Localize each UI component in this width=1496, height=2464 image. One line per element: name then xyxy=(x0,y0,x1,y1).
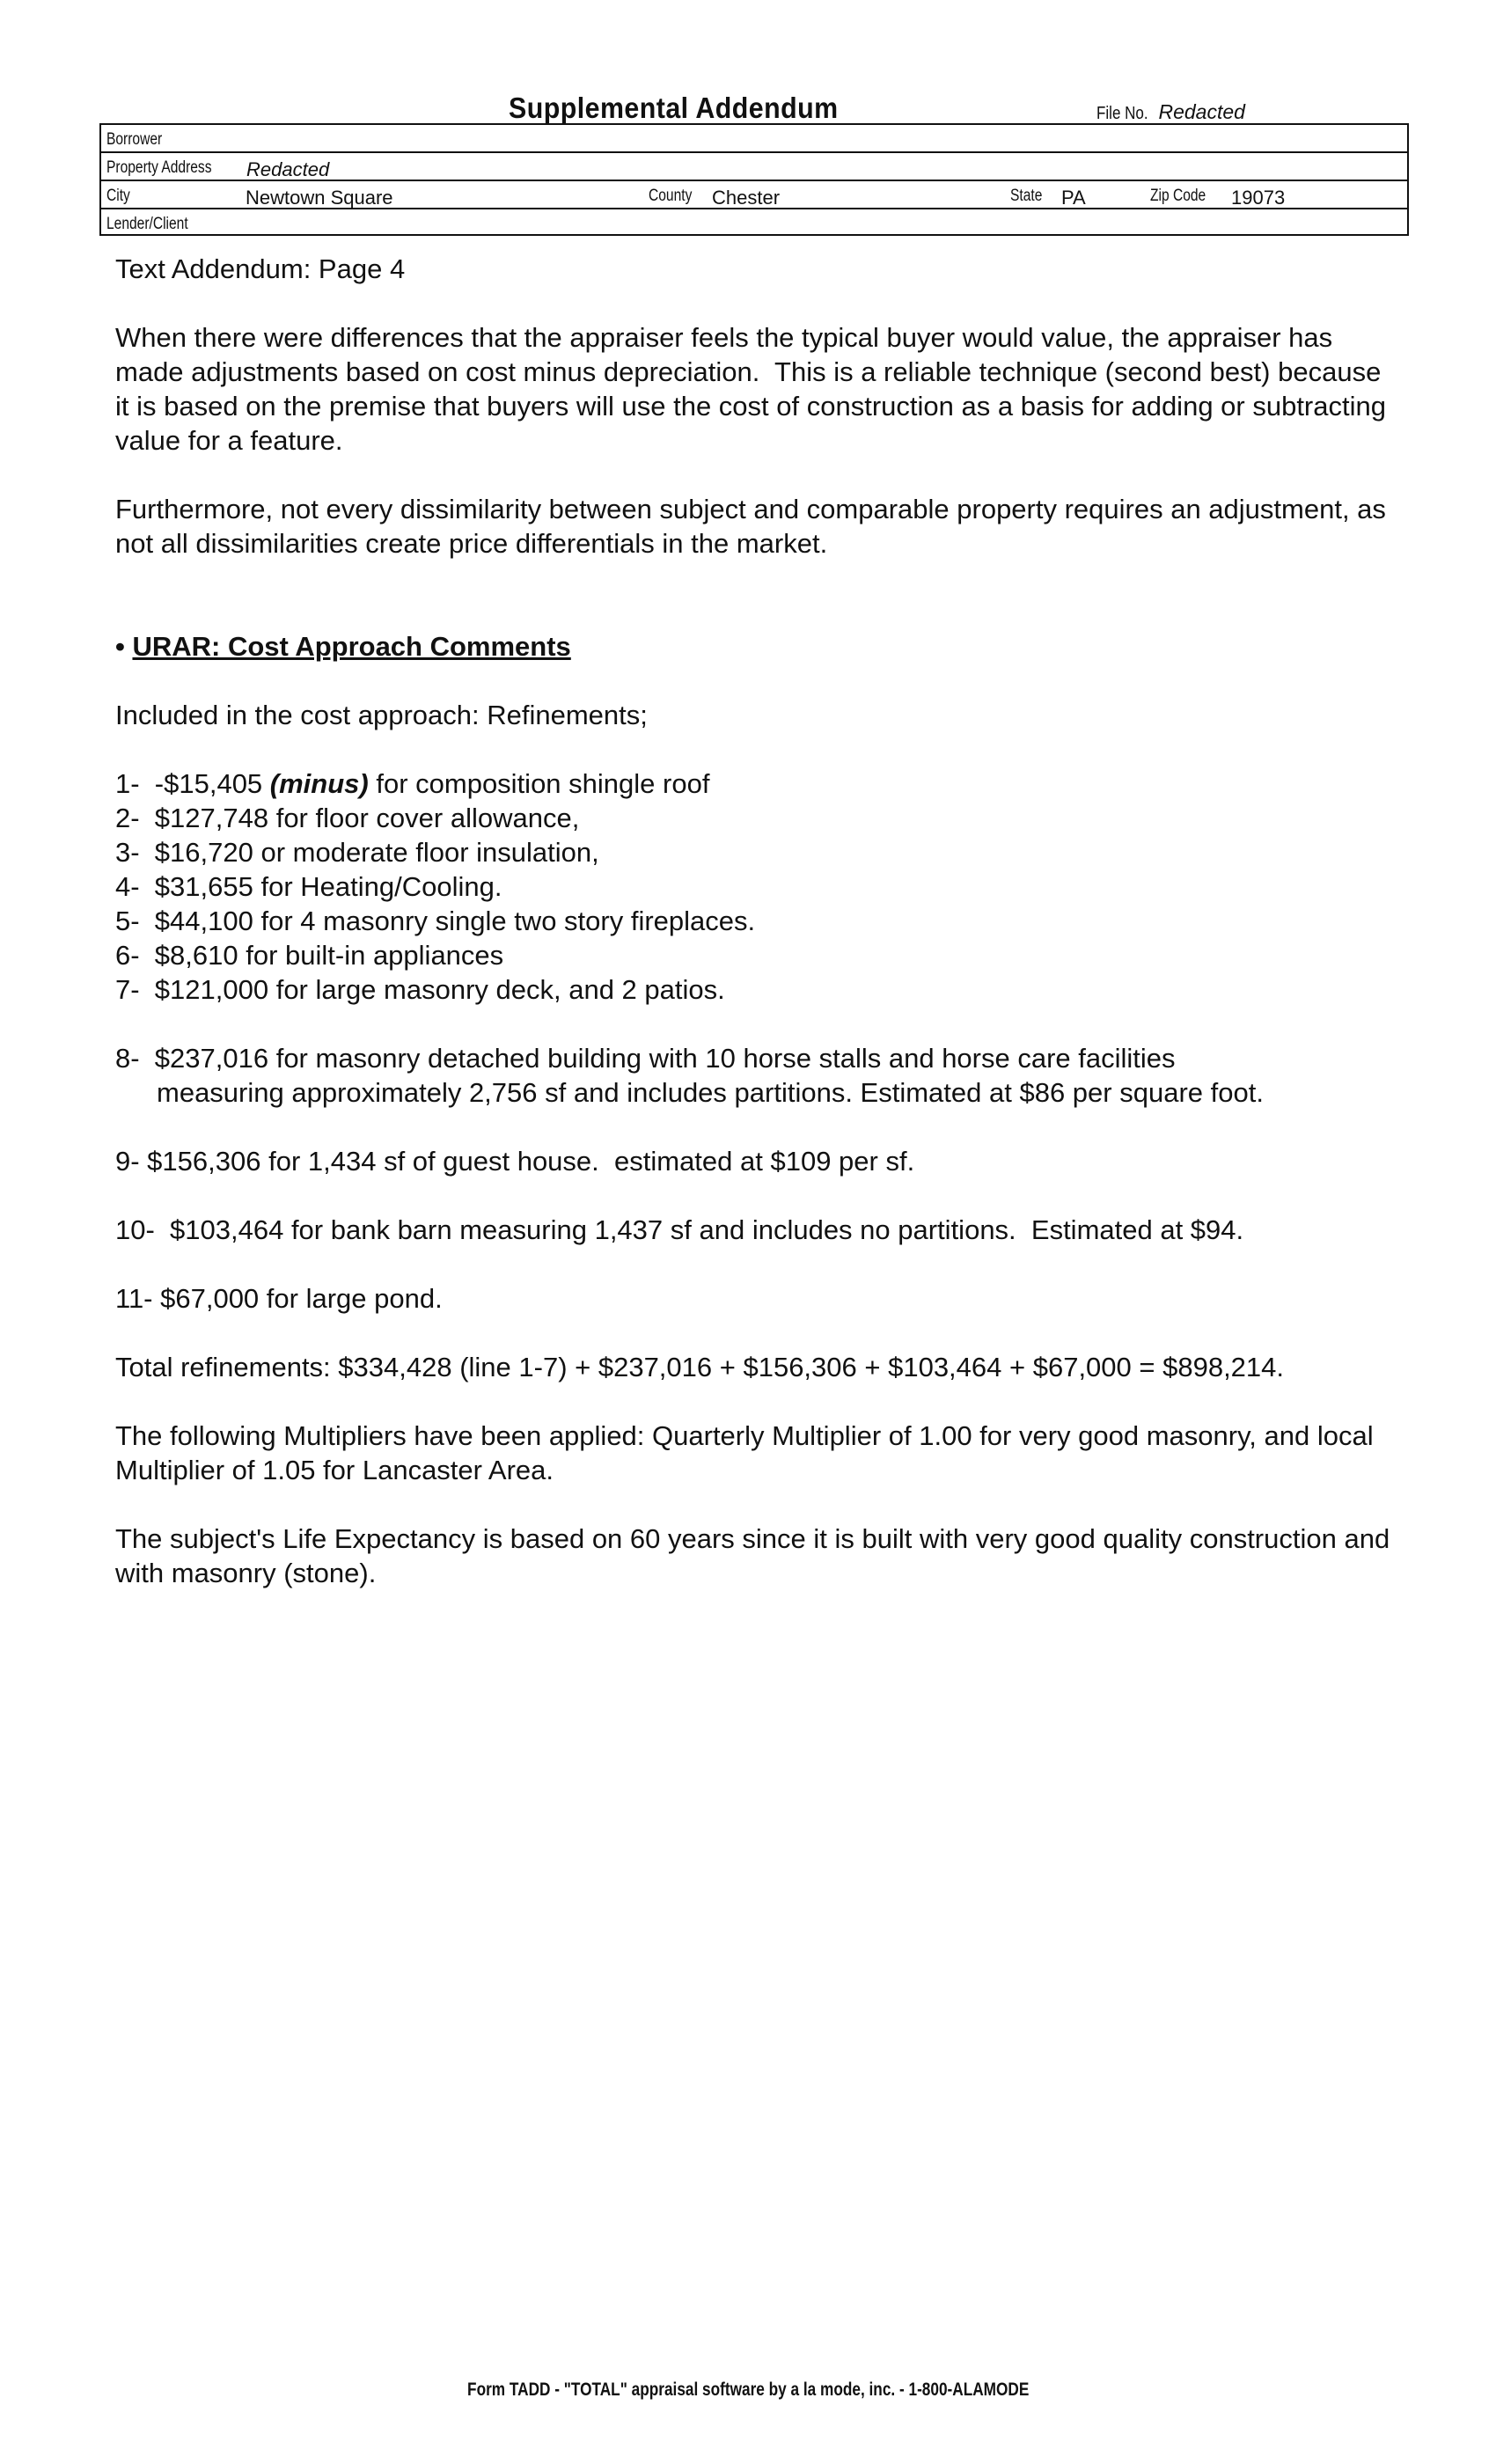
addendum-body xyxy=(115,252,1400,1624)
list-item: 3- $16,720 or moderate floor insulation, xyxy=(115,837,599,868)
bullet: • xyxy=(115,631,133,662)
file-number-value: Redacted xyxy=(1158,100,1245,123)
lender-client-row xyxy=(101,209,1407,238)
form-footer xyxy=(0,2380,1496,2401)
city-label: City xyxy=(106,187,130,205)
section-title: URAR: Cost Approach Comments xyxy=(132,631,571,662)
refinements-intro: Included in the cost approach: Refinements; xyxy=(115,700,648,730)
borrower-row xyxy=(101,125,1407,153)
header-info-box xyxy=(99,123,1409,236)
item8-line1: 8- $237,016 for masonry detached building with 10 horse stalls and horse care facilities xyxy=(115,1043,1176,1074)
life-expectancy-paragraph: The subject's Life Expectancy is based on 60 years since it is built with very good quality construction and with masonry (stone). xyxy=(115,1523,1397,1588)
city-value: Newtown Square xyxy=(246,187,393,209)
file-number xyxy=(1096,100,1245,124)
list-item-9: 9- $156,306 for 1,434 sf of guest house. estimated at $109 per sf. xyxy=(115,1146,915,1177)
paragraph-dissimilarity: Furthermore, not every dissimilarity between subject and comparable property requires an adjustment, as not all dissimilarities create price differentials in the market. xyxy=(115,494,1394,559)
item1-minus: (minus) xyxy=(269,768,369,799)
list-item: 7- $121,000 for large masonry deck, and 2 patios. xyxy=(115,974,725,1005)
zip-code-value: 19073 xyxy=(1231,187,1286,209)
footer-text: Form TADD - "TOTAL" appraisal software by a la mode, inc. - 1-800-ALAMODE xyxy=(466,2380,1030,2400)
list-item: 5- $44,100 for 4 masonry single two story fireplaces. xyxy=(115,906,756,936)
city-row xyxy=(101,181,1407,209)
list-item-10: 10- $103,464 for bank barn measuring 1,437 sf and includes no partitions. Estimated at $94. xyxy=(115,1214,1244,1245)
state-label: State xyxy=(1010,187,1043,205)
total-refinements: Total refinements: $334,428 (line 1-7) + $237,016 + $156,306 + $103,464 + $67,000 = $898,214. xyxy=(115,1352,1285,1382)
file-number-label: File No. xyxy=(1096,104,1148,123)
list-item-11: 11- $67,000 for large pond. xyxy=(115,1283,443,1314)
refinements-list xyxy=(115,766,1400,1007)
list-item: 4- $31,655 for Heating/Cooling. xyxy=(115,871,502,902)
multipliers-paragraph: The following Multipliers have been applied: Quarterly Multiplier of 1.00 for very good masonry, and local Multiplier of 1.05 for Lancaster Area. xyxy=(115,1420,1382,1485)
property-address-row xyxy=(101,153,1407,181)
state-value: PA xyxy=(1061,187,1086,209)
list-item xyxy=(115,766,1400,801)
item1-text-c: for composition shingle roof xyxy=(368,768,710,799)
borrower-label: Borrower xyxy=(106,130,163,149)
item1-text-a: 1- -$15,405 xyxy=(115,768,270,799)
item8-line2: measuring approximately 2,756 sf and includes partitions. Estimated at $86 per square foot. xyxy=(157,1077,1264,1108)
county-label: County xyxy=(649,187,693,205)
page-heading: Text Addendum: Page 4 xyxy=(115,253,406,284)
paragraph-cost-depreciation: When there were differences that the appraiser feels the typical buyer would value, the appraiser has made adjustments based on cost minus depreciation. This is a reliable technique (second best) because it is based on the premise that buyers will use the cost of construction as a basis for adding or subtracting value for a feature. xyxy=(115,322,1394,456)
form-title: Supplemental Addendum xyxy=(509,92,839,124)
property-address-value: Redacted xyxy=(246,158,330,180)
list-item: 2- $127,748 for floor cover allowance, xyxy=(115,803,580,833)
county-value: Chester xyxy=(712,187,781,209)
zip-code-label: Zip Code xyxy=(1150,187,1206,205)
list-item: 6- $8,610 for built-in appliances xyxy=(115,940,504,971)
lender-client-label: Lender/Client xyxy=(106,215,188,233)
list-item-8 xyxy=(115,1041,1400,1110)
property-address-label: Property Address xyxy=(106,158,212,177)
section-heading xyxy=(115,629,1400,664)
